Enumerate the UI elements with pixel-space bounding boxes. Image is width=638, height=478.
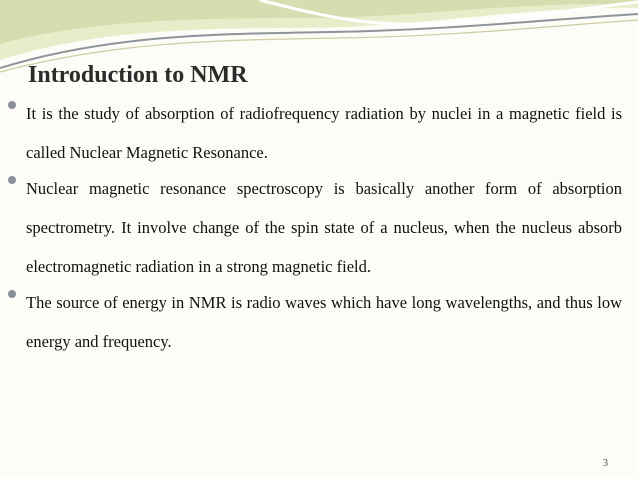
slide-title: Introduction to NMR (28, 62, 248, 88)
list-item (8, 94, 622, 172)
bullet-text: Nuclear magnetic resonance spectroscopy is basically another form of absorption spectrometry. It involve change of the spin state of a nucleus, when the nucleus absorb electromagnetic radiation in a strong magnetic field. (26, 179, 622, 276)
bullet-icon (8, 176, 16, 184)
bullet-list (8, 104, 622, 368)
bullet-icon (8, 290, 16, 298)
list-item (8, 283, 622, 361)
list-item (8, 169, 622, 286)
bullet-text: The source of energy in NMR is radio waves which have long wavelengths, and thus low energy and frequency. (26, 293, 622, 351)
bullet-text: It is the study of absorption of radiofrequency radiation by nuclei in a magnetic field is called Nuclear Magnetic Resonance. (26, 104, 622, 162)
bullet-icon (8, 101, 16, 109)
page-number: 3 (603, 458, 608, 469)
